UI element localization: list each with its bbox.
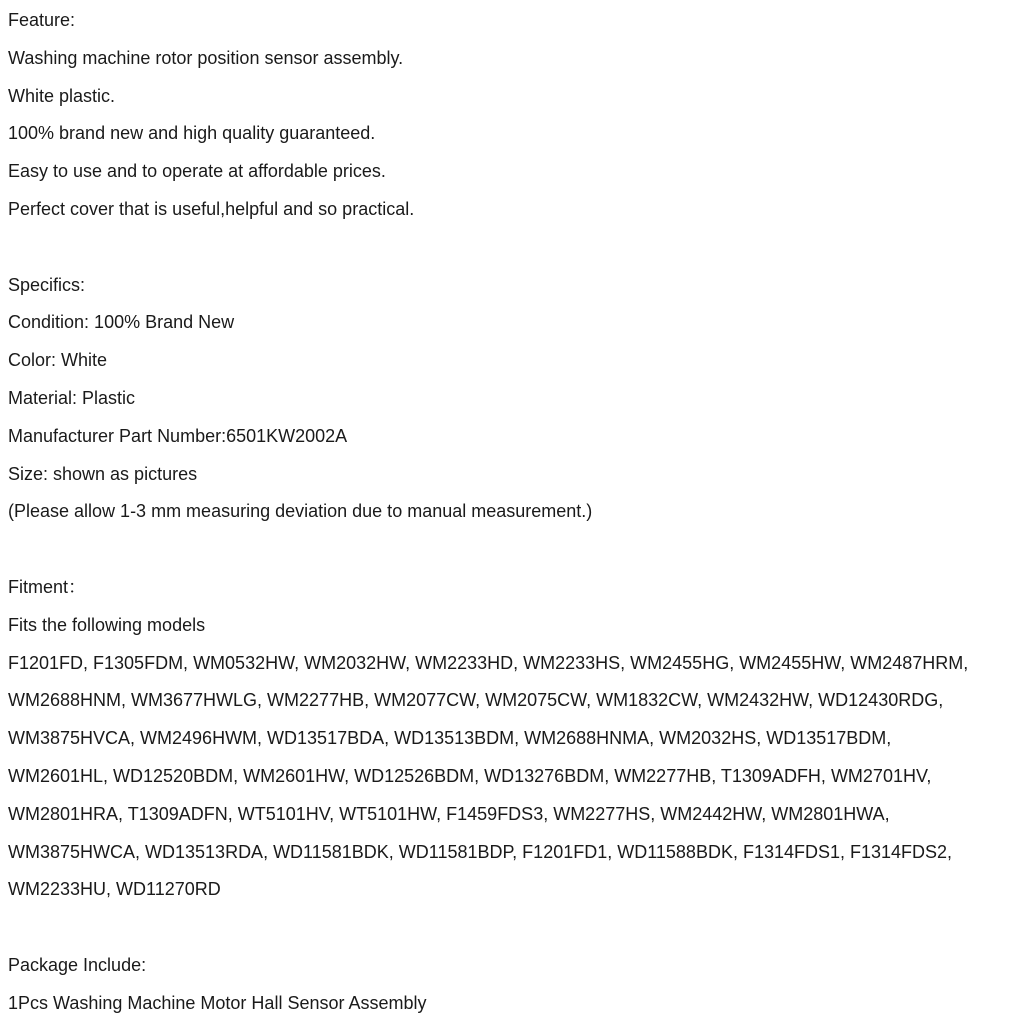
fitment-model-line: WM3875HWCA, WD13513RDA, WD11581BDK, WD11581BDP, F1201FD1, WD11588BDK, F1314FDS1, F1314FDS2, xyxy=(8,841,953,862)
feature-line: Washing machine rotor position sensor assembly. xyxy=(8,47,404,68)
package-heading: Package Include: xyxy=(8,954,147,975)
specifics-line-color: Color: White xyxy=(8,350,108,371)
fitment-model-line: WM3875HVCA, WM2496HWM, WD13517BDA, WD13513BDM, WM2688HNMA, WM2032HS, WD13517BDM, xyxy=(8,728,892,749)
section-spacer xyxy=(8,229,1016,267)
feature-line: Easy to use and to operate at affordable prices. xyxy=(8,161,386,182)
fitment-model-line: WM2601HL, WD12520BDM, WM2601HW, WD12526BDM, WD13276BDM, WM2277HB, T1309ADFH, WM2701HV, xyxy=(8,765,932,786)
feature-line: White plastic. xyxy=(8,85,116,106)
specifics-line-deviation-note: (Please allow 1-3 mm measuring deviation due to manual measurement.) xyxy=(8,501,593,522)
section-spacer xyxy=(8,531,1016,569)
specifics-heading: Specifics: xyxy=(8,274,86,295)
feature-line: 100% brand new and high quality guaranteed. xyxy=(8,123,376,144)
specifics-line-size: Size: shown as pictures xyxy=(8,463,198,484)
fitment-intro: Fits the following models xyxy=(8,614,206,635)
specifics-line-material: Material: Plastic xyxy=(8,387,136,408)
fitment-heading: Fitment： xyxy=(8,576,87,597)
feature-heading: Feature: xyxy=(8,10,76,30)
fitment-model-line: WM2688HNM, WM3677HWLG, WM2277HB, WM2077CW, WM2075CW, WM1832CW, WM2432HW, WD12430RDG, xyxy=(8,690,944,711)
feature-line: Perfect cover that is useful,helpful and so practical. xyxy=(8,198,415,219)
specifics-line-part-number: Manufacturer Part Number:6501KW2002A xyxy=(8,425,348,446)
fitment-model-line: WM2801HRA, T1309ADFN, WT5101HV, WT5101HW, F1459FDS3, WM2277HS, WM2442HW, WM2801HWA, xyxy=(8,803,890,824)
fitment-model-line: F1201FD, F1305FDM, WM0532HW, WM2032HW, WM2233HD, WM2233HS, WM2455HG, WM2455HW, WM2487HRM, xyxy=(8,652,969,673)
fitment-model-line: WM2233HU, WD11270RD xyxy=(8,879,221,900)
section-spacer xyxy=(8,909,1016,947)
package-line: 1Pcs Washing Machine Motor Hall Sensor Assembly xyxy=(8,992,427,1013)
specifics-line-condition: Condition: 100% Brand New xyxy=(8,312,235,333)
